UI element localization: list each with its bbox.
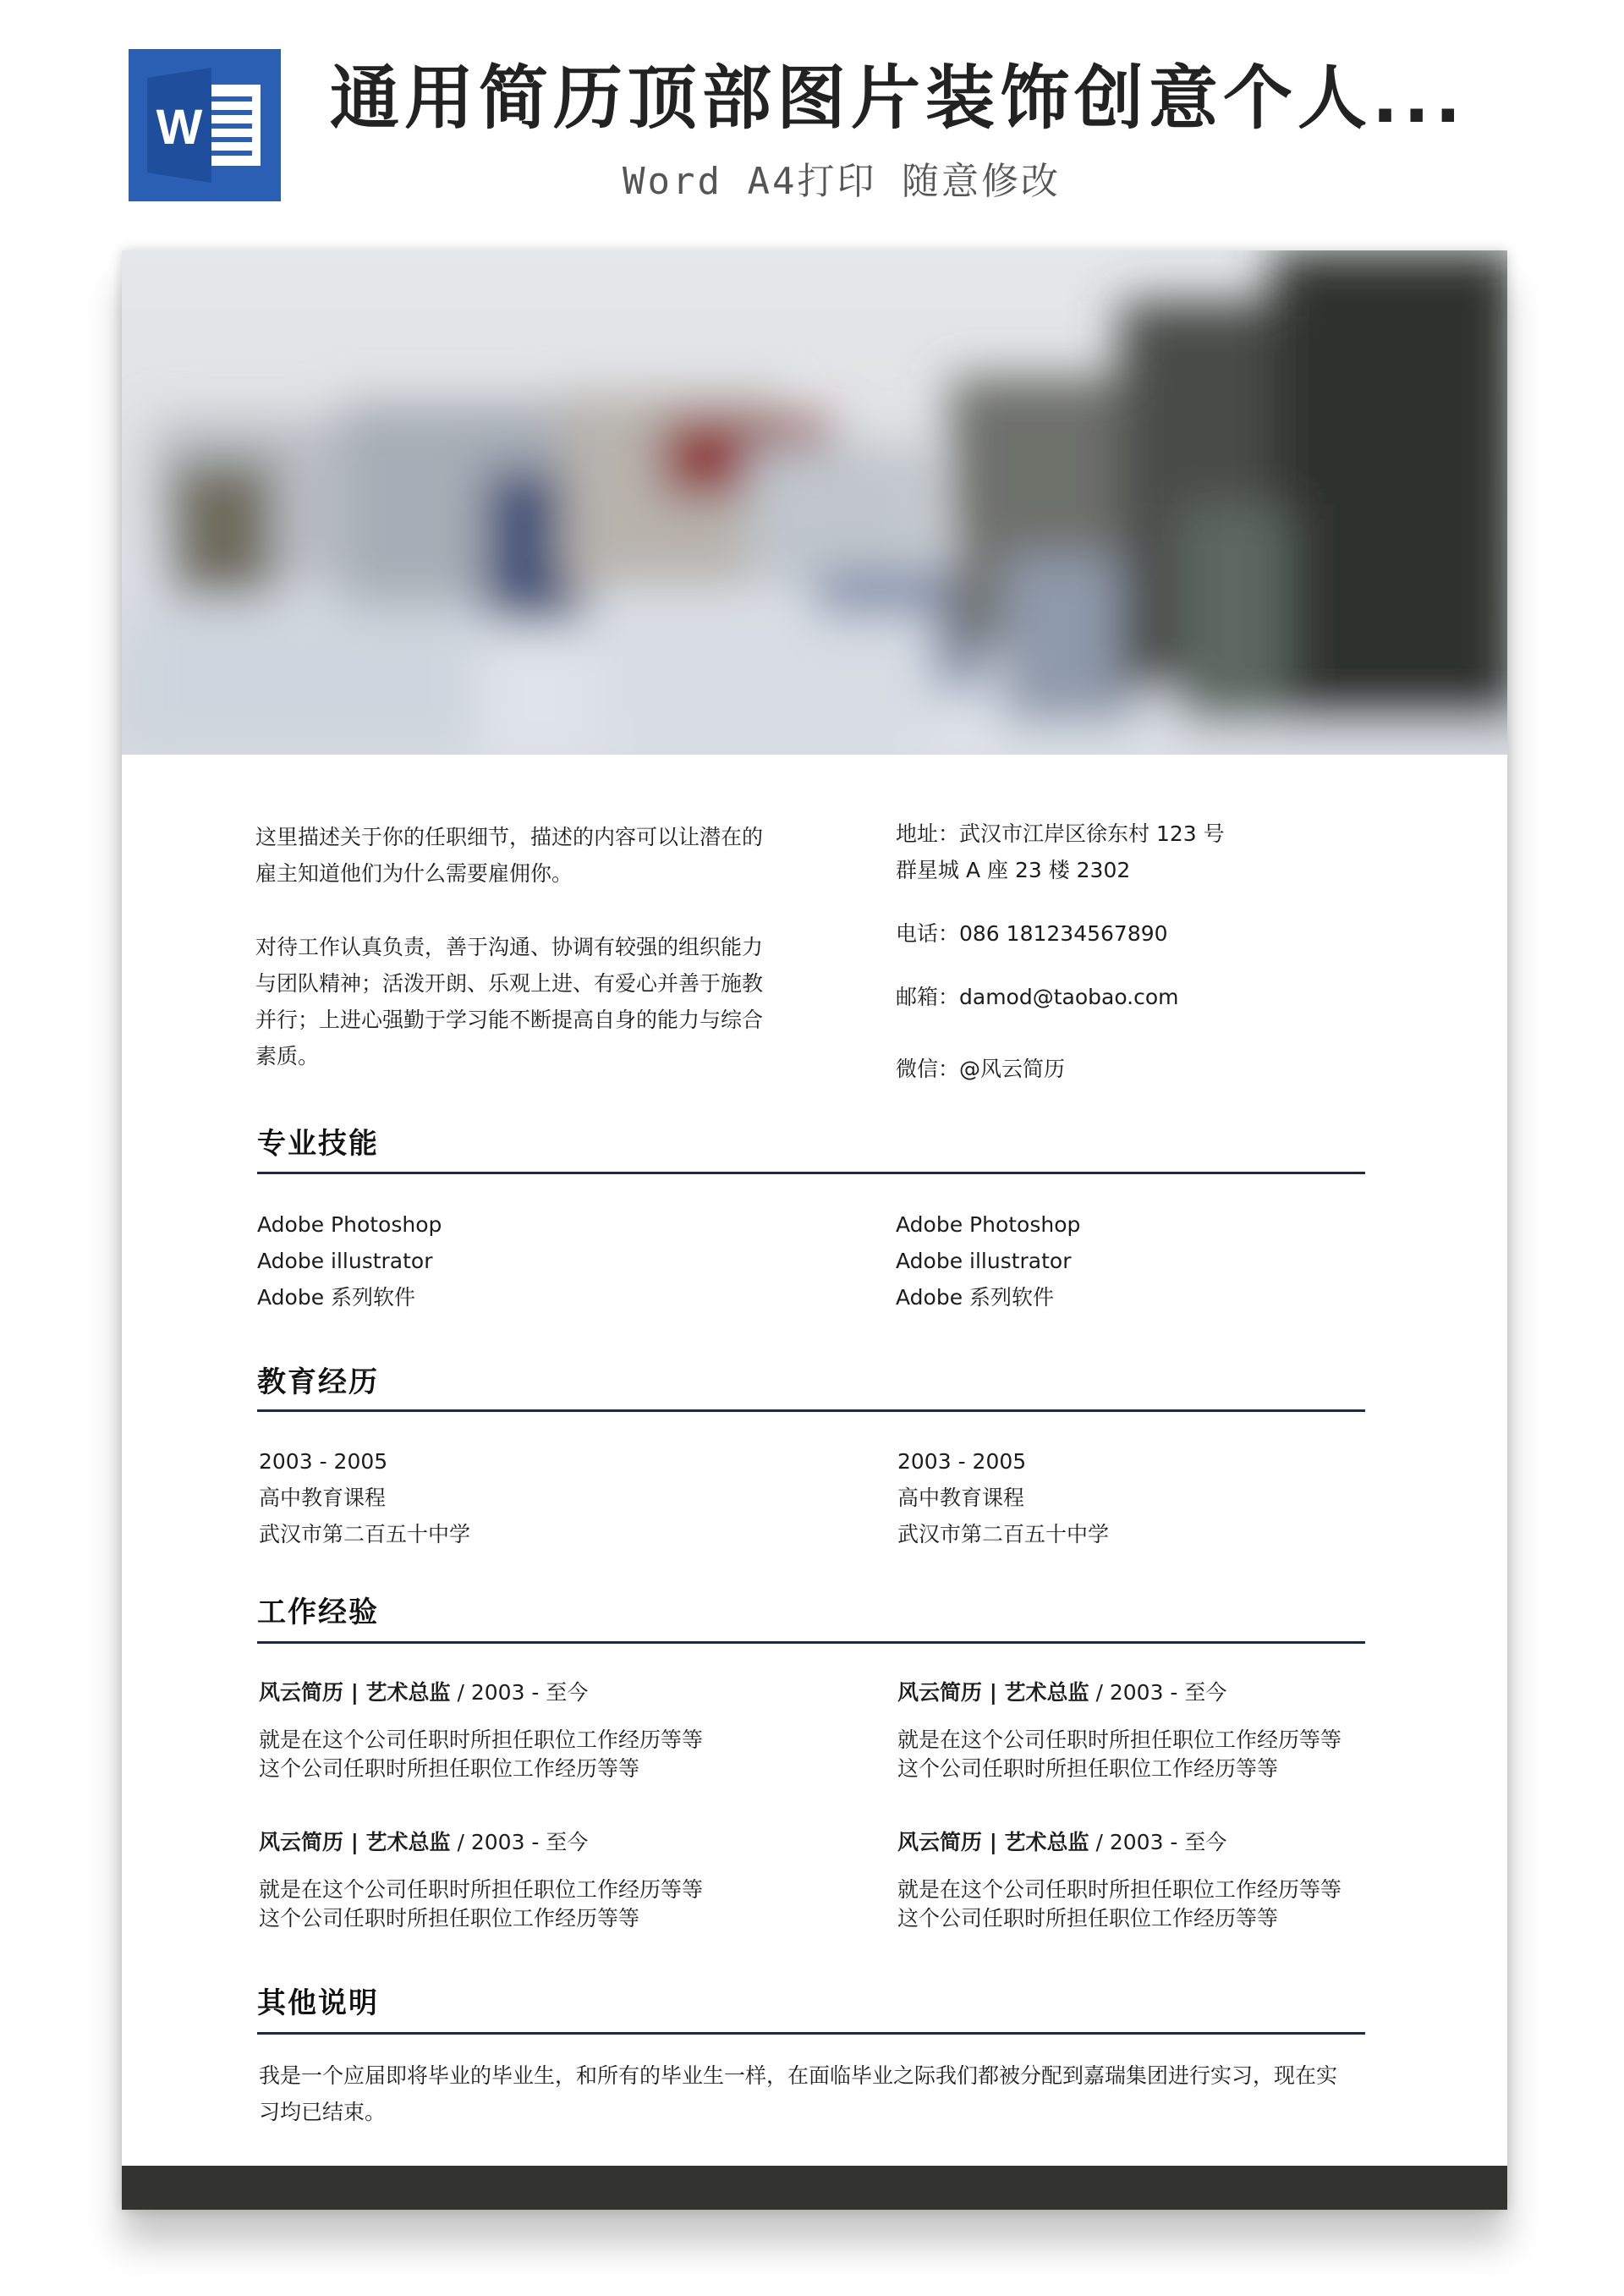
contact-wechat: 微信：@风云简历 <box>896 1057 1066 1081</box>
resume-page <box>122 250 1507 2210</box>
work-entry: 风云简历 | 艺术总监 / 2003 - 至今 就是在这个公司任职时所担任职位工作经历等等 这个公司任职时所担任职位工作经历等等 <box>259 1830 704 1931</box>
other-text: 我是一个应届即将毕业的毕业生，和所有的毕业生一样，在面临毕业之际我们都被分配到嘉瑞集团进行实习，现在实 习均已结束。 <box>259 2063 1338 2124</box>
contact-address-2: 群星城 A 座 23 楼 2302 <box>896 858 1131 882</box>
other-divider <box>257 2032 1365 2035</box>
education-divider <box>257 1409 1365 1412</box>
word-icon-letter: W <box>156 100 203 155</box>
intro-text: 这里描述关于你的任职细节，描述的内容可以让潜在的 雇主知道他们为什么需要雇佣你。 对待工作认真负责，善于沟通、协调有较强的组织能力 与团队精神；活泼开朗、乐观上进、有爱心并善于施教 并行；上进心强勤于学习能不断提高自身的能力与综合 素质。 <box>255 825 764 1068</box>
other-heading: 其他说明 <box>257 1986 379 2020</box>
contact-email: 邮箱：damod@taobao.com <box>896 985 1179 1009</box>
footer-bar <box>122 2166 1507 2210</box>
education-heading: 教育经历 <box>257 1365 379 1399</box>
education-right: 2003 - 2005 高中教育课程 武汉市第二百五十中学 <box>897 1449 1110 1546</box>
work-entry: 风云简历 | 艺术总监 / 2003 - 至今 就是在这个公司任职时所担任职位工作经历等等 这个公司任职时所担任职位工作经历等等 <box>259 1680 704 1781</box>
work-entry: 风云简历 | 艺术总监 / 2003 - 至今 就是在这个公司任职时所担任职位工作经历等等 这个公司任职时所担任职位工作经历等等 <box>897 1680 1342 1781</box>
work-entry: 风云简历 | 艺术总监 / 2003 - 至今 就是在这个公司任职时所担任职位工作经历等等 这个公司任职时所担任职位工作经历等等 <box>897 1830 1342 1931</box>
skills-left: Adobe Photoshop Adobe illustrator Adobe 系列软件 <box>257 1212 442 1310</box>
document-title: 通用简历顶部图片装饰创意个人... <box>330 58 1467 139</box>
work-divider <box>257 1641 1365 1644</box>
document-subtitle: Word A4打印 随意修改 <box>623 160 1061 203</box>
contact-phone: 电话：086 181234567890 <box>896 921 1168 946</box>
skills-right: Adobe Photoshop Adobe illustrator Adobe 系列软件 <box>896 1212 1081 1310</box>
header-photo <box>122 250 1507 755</box>
education-left: 2003 - 2005 高中教育课程 武汉市第二百五十中学 <box>259 1449 471 1546</box>
contact-info <box>896 816 1403 1087</box>
skills-heading: 专业技能 <box>257 1127 379 1161</box>
work-heading: 工作经验 <box>257 1596 379 1629</box>
skills-divider <box>257 1172 1365 1174</box>
contact-address: 地址：武汉市江岸区徐东村 123 号 <box>896 821 1225 846</box>
